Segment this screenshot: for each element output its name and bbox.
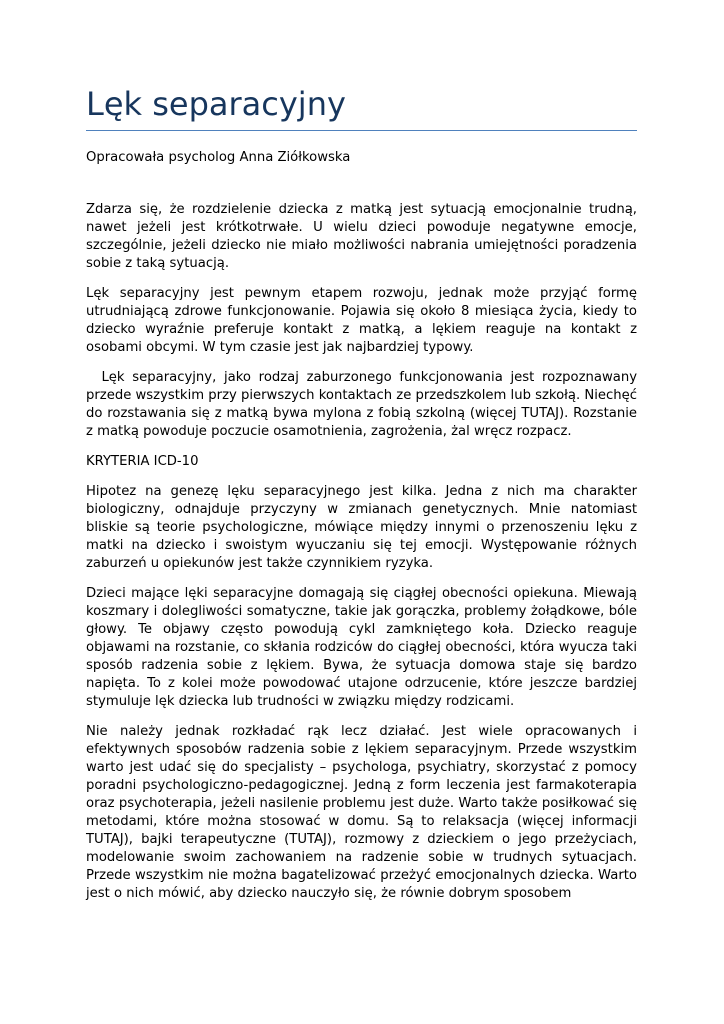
- paragraph-1: Zdarza się, że rozdzielenie dziecka z matką jest sytuacją emocjonalnie trudną, nawet jeżeli jest krótkotrwałe. U wielu dzieci powoduje negatywne emocje, szczególnie, jeżeli dziecko nie miało możliwości nabrania umiejętności poradzenia sobie z taką sytuacją.: [86, 202, 637, 271]
- document-page: [86, 84, 642, 903]
- author-line: Opracowała psycholog Anna Ziółkowska: [86, 150, 351, 165]
- section-heading: KRYTERIA ICD-10: [86, 454, 199, 469]
- paragraph-3: Lęk separacyjny, jako rodzaj zaburzonego funkcjonowania jest rozpoznawany przede wszystkim przy pierwszych kontaktach ze przedszkolem lub szkołą. Niechęć do rozstawania się z matką bywa mylona z fobią szkolną (więcej TUTAJ). Rozstanie z matką powoduje poczucie osamotnienia, zagrożenia, żal wręcz rozpacz.: [86, 370, 642, 439]
- paragraph-2: Lęk separacyjny jest pewnym etapem rozwoju, jednak może przyjąć formę utrudniającą zdrowe funkcjonowanie. Pojawia się około 8 miesiąca życia, kiedy to dziecko wyraźnie preferuje kontakt z matką, a lękiem reaguje na kontakt z osobami obcymi. W tym czasie jest jak najbardziej typowy.: [86, 286, 637, 355]
- paragraph-5: Dzieci mające lęki separacyjne domagają się ciągłej obecności opiekuna. Miewają koszmary i dolegliwości somatyczne, takie jak gorączka, problemy żołądkowe, bóle głowy. Te objawy często powodują cykl zamkniętego koła. Dziecko reaguje objawami na rozstanie, co skłania rodziców do ciągłej obecności, która wyucza taki sposób radzenia sobie z lękiem. Bywa, że sytuacja domowa staje się bardzo napięta. To z kolei może powodować utajone odrzucenie, które jeszcze bardziej stymuluje lęk dziecka lub trudności w związku między rodzicami.: [86, 586, 637, 709]
- paragraph-4: Hipotez na genezę lęku separacyjnego jest kilka. Jedna z nich ma charakter biologiczny, odnajduje przyczyny w zmianach genetycznych. Mnie natomiast bliskie są teorie psychologiczne, mówiące między innymi o przenoszeniu lęku z matki na dziecko i swoistym wyuczaniu się tej emocji. Występowanie różnych zaburzeń u opiekunów jest także czynnikiem ryzyka.: [86, 484, 637, 571]
- paragraph-6: Nie należy jednak rozkładać rąk lecz działać. Jest wiele opracowanych i efektywnych sposobów radzenia sobie z lękiem separacyjnym. Przede wszystkim warto jest udać się do specjalisty – psychologa, psychiatry, skorzystać z pomocy poradni psychologiczno-pedagogicznej. Jedną z form leczenia jest farmakoterapia oraz psychoterapia, jeżeli nasilenie problemu jest duże. Warto także posiłkować się metodami, które można stosować w domu. Są to relaksacja (więcej informacji TUTAJ), bajki terapeutyczne (TUTAJ), rozmowy z dzieckiem o jego przeżyciach, modelowanie swoim zachowaniem na radzenie sobie w trudnych sytuacjach. Przede wszystkim nie można bagatelizować przeżyć emocjonalnych dziecka. Warto jest o nich mówić, aby dziecko nauczyło się, że równie dobrym sposobem: [86, 724, 637, 901]
- document-title: Lęk separacyjny: [86, 84, 637, 131]
